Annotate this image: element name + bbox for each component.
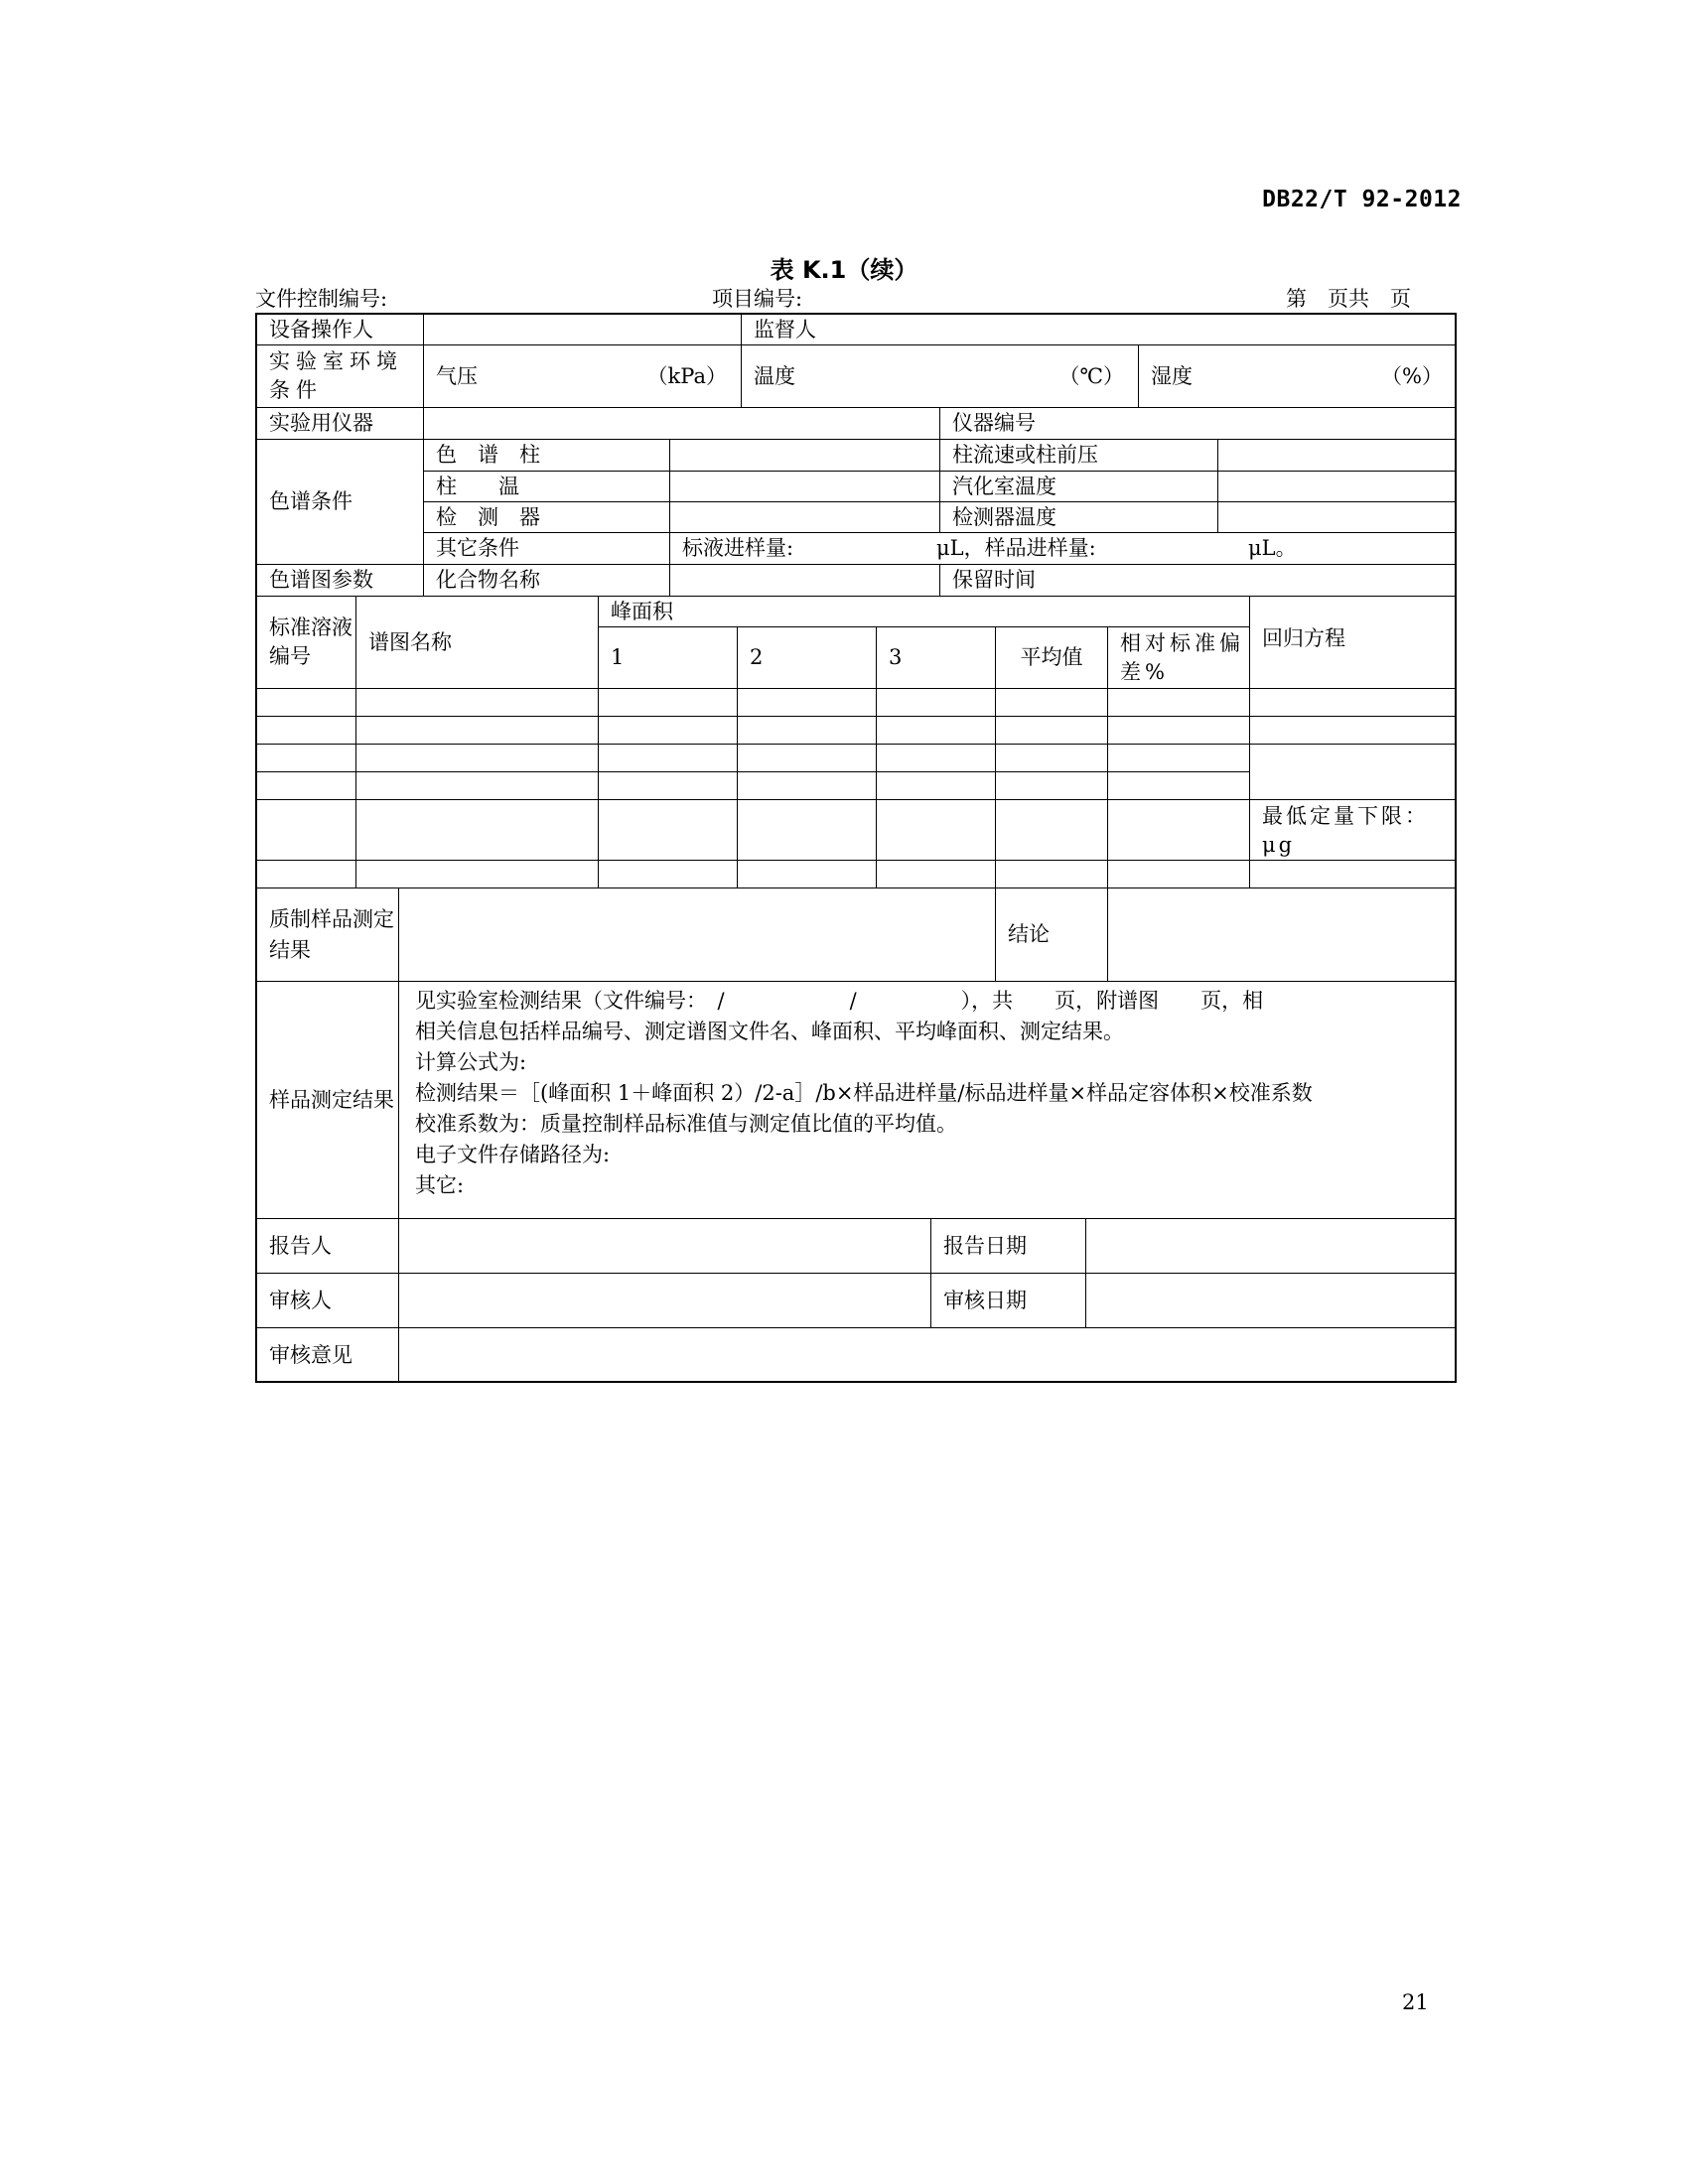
- std-cell[interactable]: [738, 717, 877, 745]
- peak-area-col-1: 1: [599, 627, 738, 689]
- std-cell[interactable]: [257, 861, 356, 888]
- std-data-row: [257, 861, 1455, 888]
- sample-result-body[interactable]: [399, 982, 1457, 1219]
- std-cell[interactable]: [257, 800, 356, 861]
- sample-result-row: [257, 982, 1455, 1219]
- sample-result-line: 见实验室检测结果（文件编号： / / ），共 页，附谱图 页，相: [415, 989, 1264, 1013]
- std-cell[interactable]: [1108, 772, 1250, 800]
- project-number-label: 项目编号:: [712, 287, 803, 311]
- std-data-row: [257, 800, 1455, 861]
- humidity-unit: （%）: [1381, 363, 1443, 388]
- std-cell[interactable]: [257, 772, 356, 800]
- review-opinion-field[interactable]: [399, 1328, 1457, 1383]
- detector-temp-label: 检测器温度: [940, 502, 1218, 533]
- std-cell[interactable]: [1108, 800, 1250, 861]
- std-cell[interactable]: [356, 800, 599, 861]
- std-cell[interactable]: [996, 861, 1108, 888]
- operator-row: [257, 315, 1455, 345]
- pressure-unit: （kPa）: [646, 363, 727, 388]
- qc-row: [257, 888, 1455, 982]
- qc-field[interactable]: [399, 888, 996, 982]
- std-injection-label: 标液进样量:: [682, 536, 794, 560]
- environment-row: [257, 345, 1455, 408]
- instrument-field[interactable]: [424, 408, 940, 440]
- review-date-label: 审核日期: [931, 1274, 1086, 1328]
- std-unit-label: μL，样品进样量:: [936, 536, 1096, 560]
- column-field[interactable]: [670, 440, 940, 472]
- sample-result-line: 校准系数为：质量控制样品标准值与测定值比值的平均值。: [415, 1112, 957, 1136]
- std-cell[interactable]: [356, 772, 599, 800]
- reviewer-label: 审核人: [257, 1274, 399, 1328]
- std-cell[interactable]: [257, 745, 356, 772]
- std-table-header: [257, 597, 1455, 689]
- vaporizer-temp-field[interactable]: [1218, 472, 1457, 502]
- vaporizer-temp-label: 汽化室温度: [940, 472, 1218, 502]
- lod-label: 最低定量下限：μg: [1250, 800, 1457, 861]
- operator-field[interactable]: [424, 315, 742, 345]
- retention-time-label: 保留时间: [940, 565, 1457, 597]
- sample-unit-label: μL。: [1248, 536, 1297, 560]
- chrom-conditions-block: [257, 440, 1455, 565]
- column-label: 色 谱 柱: [424, 440, 670, 472]
- std-cell[interactable]: [599, 689, 738, 717]
- std-cell[interactable]: [1108, 689, 1250, 717]
- std-cell[interactable]: [599, 800, 738, 861]
- pressure-label: 气压: [436, 363, 478, 388]
- average-header: 平均值: [996, 627, 1108, 689]
- rsd-header: 相对标准偏差%: [1108, 627, 1250, 689]
- compound-name-label: 化合物名称: [424, 565, 670, 597]
- temperature-label: 温度: [754, 363, 795, 388]
- detector-temp-field[interactable]: [1218, 502, 1457, 533]
- std-cell[interactable]: [877, 745, 996, 772]
- std-cell[interactable]: [1108, 861, 1250, 888]
- std-cell[interactable]: [1250, 689, 1457, 717]
- meta-line: [255, 283, 1411, 313]
- sample-result-line: 电子文件存储路径为:: [415, 1143, 611, 1166]
- review-opinion-row: [257, 1328, 1455, 1383]
- std-data-row: [257, 772, 1455, 800]
- formula-line: 检测结果＝［(峰面积 1＋峰面积 2）/2-a］/b×样品进样量/标品进样量×样品定容体积×校准系数: [415, 1081, 1313, 1105]
- std-cell[interactable]: [257, 717, 356, 745]
- flow-rate-label: 柱流速或柱前压: [940, 440, 1218, 472]
- std-solution-number-header: 标准溶液编号: [257, 597, 356, 689]
- std-cell[interactable]: [738, 861, 877, 888]
- document-code: DB22/T 92-2012: [1262, 187, 1462, 212]
- std-cell[interactable]: [738, 800, 877, 861]
- report-date-field[interactable]: [1086, 1219, 1457, 1274]
- std-cell[interactable]: [1250, 861, 1457, 888]
- reviewer-row: [257, 1274, 1455, 1328]
- sample-result-line: 相关信息包括样品编号、测定谱图文件名、峰面积、平均峰面积、测定结果。: [415, 1020, 1124, 1043]
- page-info-label: 第 页共 页: [1286, 287, 1411, 311]
- conclusion-label: 结论: [996, 888, 1108, 982]
- std-cell[interactable]: [356, 689, 599, 717]
- std-cell[interactable]: [599, 717, 738, 745]
- pressure-cell[interactable]: [424, 345, 742, 408]
- detector-field[interactable]: [670, 502, 940, 533]
- std-cell[interactable]: [1108, 745, 1250, 772]
- compound-name-field[interactable]: [670, 565, 940, 597]
- peak-area-col-3: 3: [877, 627, 996, 689]
- std-cell[interactable]: [1108, 717, 1250, 745]
- reporter-field[interactable]: [399, 1219, 931, 1274]
- std-cell[interactable]: [738, 745, 877, 772]
- std-cell[interactable]: [877, 717, 996, 745]
- std-cell[interactable]: [996, 772, 1108, 800]
- review-opinion-label: 审核意见: [257, 1328, 399, 1383]
- std-cell[interactable]: [996, 745, 1108, 772]
- temperature-unit: （℃）: [1058, 363, 1124, 388]
- other-conditions-label: 其它条件: [424, 533, 670, 565]
- chrom-conditions-label: 色谱条件: [257, 440, 424, 565]
- std-cell[interactable]: [1250, 717, 1457, 745]
- std-cell[interactable]: [599, 772, 738, 800]
- peak-area-col-2: 2: [738, 627, 877, 689]
- std-cell[interactable]: [877, 861, 996, 888]
- chromatogram-name-header: 谱图名称: [356, 597, 599, 689]
- std-data-row: [257, 745, 1455, 772]
- peak-area-header: 峰面积: [599, 597, 1250, 627]
- regression-header: 回归方程: [1250, 597, 1457, 689]
- std-cell[interactable]: [877, 689, 996, 717]
- humidity-cell[interactable]: [1139, 345, 1457, 408]
- temperature-cell[interactable]: [742, 345, 1139, 408]
- column-temp-field[interactable]: [670, 472, 940, 502]
- table-title: 表 K.1（续）: [770, 256, 918, 284]
- instrument-row: [257, 408, 1455, 440]
- instrument-label: 实验用仪器: [257, 408, 424, 440]
- std-cell[interactable]: [738, 772, 877, 800]
- reporter-row: [257, 1219, 1455, 1274]
- chrom-params-row: [257, 565, 1455, 597]
- environment-label: 实验室环境条件: [257, 345, 424, 408]
- qc-label: 质制样品测定结果: [257, 888, 399, 982]
- conclusion-field[interactable]: [1108, 888, 1457, 982]
- page-number: 21: [1402, 1990, 1429, 2014]
- sample-result-line: 计算公式为:: [415, 1050, 527, 1074]
- sample-result-label: 样品测定结果: [257, 982, 399, 1219]
- chrom-params-label: 色谱图参数: [257, 565, 424, 597]
- std-cell[interactable]: [996, 800, 1108, 861]
- std-cell[interactable]: [996, 717, 1108, 745]
- injection-volume-cell[interactable]: [670, 533, 1457, 565]
- std-cell[interactable]: [599, 861, 738, 888]
- std-cell[interactable]: [996, 689, 1108, 717]
- std-cell[interactable]: [877, 800, 996, 861]
- record-form-table: [255, 313, 1457, 1383]
- std-cell[interactable]: [738, 689, 877, 717]
- std-cell[interactable]: [877, 772, 996, 800]
- instrument-number-label: 仪器编号: [940, 408, 1457, 440]
- reporter-label: 报告人: [257, 1219, 399, 1274]
- reviewer-field[interactable]: [399, 1274, 931, 1328]
- std-cell[interactable]: [356, 717, 599, 745]
- detector-label: 检 测 器: [424, 502, 670, 533]
- humidity-label: 湿度: [1151, 363, 1193, 388]
- sample-result-line: 其它:: [415, 1173, 465, 1197]
- std-cell[interactable]: [356, 861, 599, 888]
- flow-rate-field[interactable]: [1218, 440, 1457, 472]
- column-temp-label: 柱 温: [424, 472, 670, 502]
- supervisor-label: 监督人: [742, 315, 1457, 345]
- std-cell[interactable]: [257, 689, 356, 717]
- operator-label: 设备操作人: [257, 315, 424, 345]
- report-date-label: 报告日期: [931, 1219, 1086, 1274]
- std-cell[interactable]: [356, 745, 599, 772]
- std-data-row: [257, 717, 1455, 745]
- std-cell[interactable]: [599, 745, 738, 772]
- std-data-row: [257, 689, 1455, 717]
- file-control-number-label: 文件控制编号:: [255, 287, 388, 311]
- review-date-field[interactable]: [1086, 1274, 1457, 1328]
